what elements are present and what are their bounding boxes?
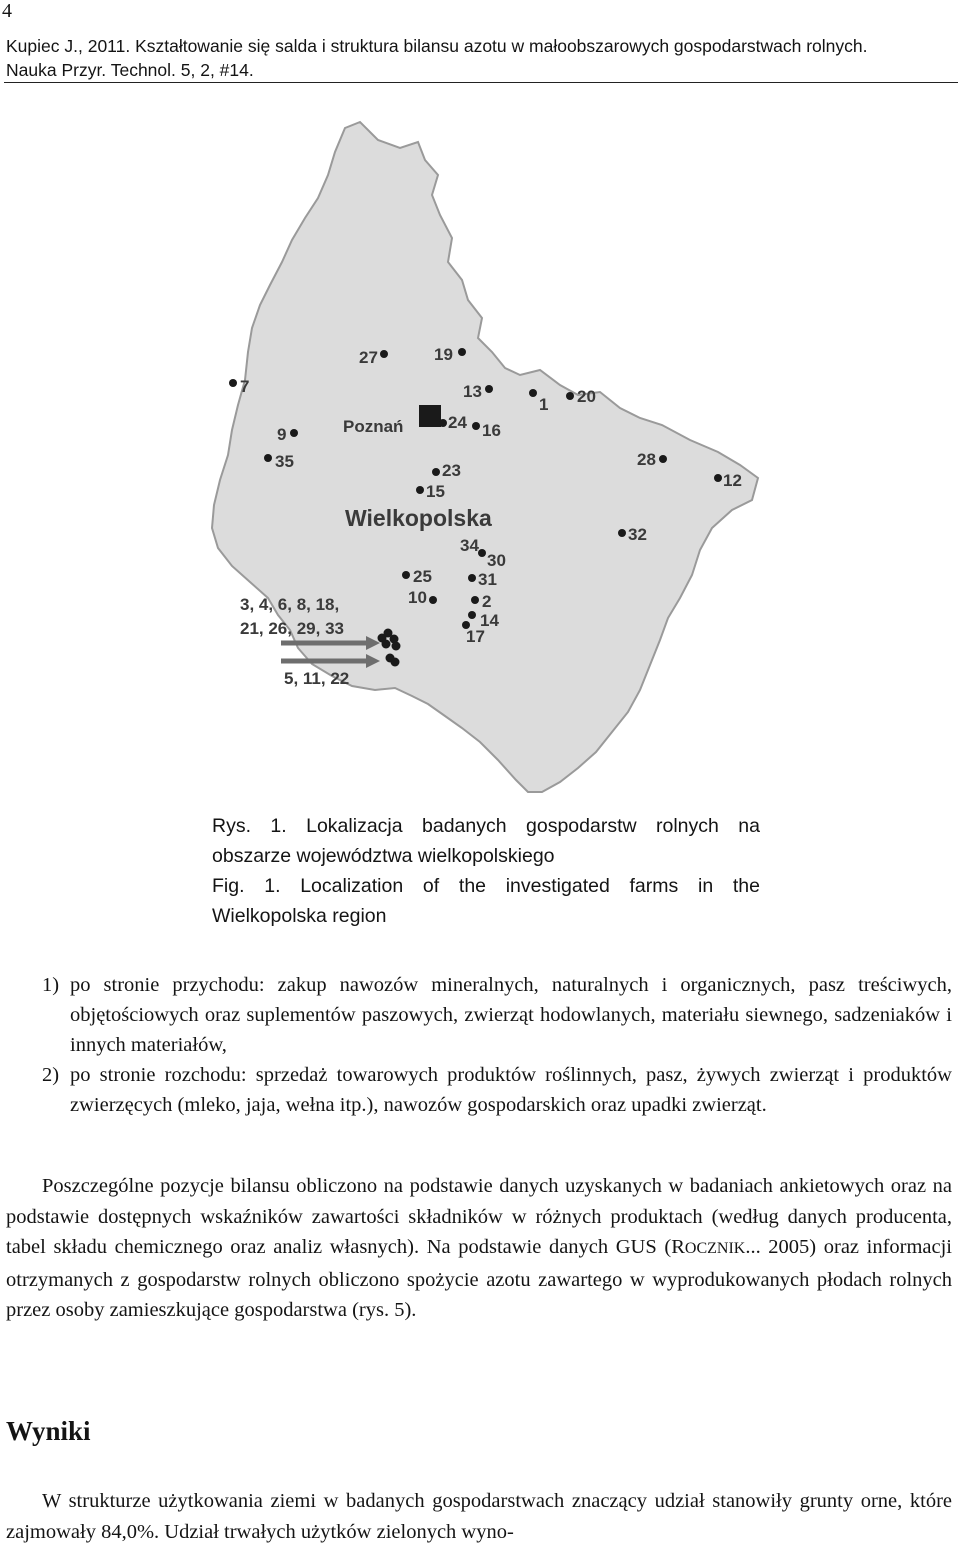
farm-point <box>472 422 480 430</box>
farm-label: 27 <box>359 348 378 367</box>
farm-label: 16 <box>482 421 501 440</box>
list-number: 1) <box>42 974 60 996</box>
body-paragraph <box>6 1171 952 1326</box>
farm-label: 25 <box>413 567 432 586</box>
section-heading: Wyniki <box>6 1416 91 1446</box>
farm-point <box>429 596 437 604</box>
citation-header <box>6 34 956 82</box>
farm-point <box>380 350 388 358</box>
farm-point <box>416 486 424 494</box>
paragraph-text: ... 2005) oraz informacji otrzymanych z gospodarstw rolnych obliczono spożycie azotu zawartego w wyprodukowanych płodach rolnych przez osoby zamieszkujące gospodarstwa (rys. 5). <box>6 1236 953 1322</box>
list-text: po stronie rozchodu: sprzedaż towarowych produktów roślinnych, pasz, żywych zwierząt i produktów zwierzęcych (mleko, jaja, wełna itp.), nawozów gospodarskich oraz upadki zwierząt. <box>70 1064 952 1116</box>
poznan-city-marker <box>419 405 441 427</box>
balance-items-list <box>42 970 952 1120</box>
farm-label: 13 <box>463 382 482 401</box>
farm-point <box>439 419 447 427</box>
farm-label: 9 <box>277 425 287 444</box>
list-text: po stronie przychodu: zakup nawozów mineralnych, naturalnych i organicznych, pasz treściwych, objętościowych oraz suplementów paszowych, zwierząt hodowlanych, materiału siewnego, sadzeniaków i innych materiałów, <box>70 974 952 1056</box>
farm-label: 17 <box>466 627 485 646</box>
farm-point <box>468 611 476 619</box>
list-item <box>42 1060 952 1120</box>
farm-label: 32 <box>628 525 647 544</box>
source-citation-smallcaps: OCZNIK <box>684 1240 746 1258</box>
figure-caption <box>212 811 760 931</box>
list-item <box>42 970 952 1060</box>
farm-cluster-point <box>392 642 401 651</box>
farm-label: 24 <box>448 413 467 432</box>
farm-point <box>264 454 272 462</box>
group-label: 3, 4, 6, 8, 18, <box>240 595 340 614</box>
farm-label: 34 <box>460 536 479 555</box>
group-label: 5, 11, 22 <box>284 669 350 688</box>
caption-line: Wielkopolska region <box>212 905 387 927</box>
farm-point <box>529 389 537 397</box>
farm-point <box>659 455 667 463</box>
body-paragraph: W strukturze użytkowania ziemi w badanych gospodarstwach znaczący udział stanowiły grunty orne, które zajmowały 84,0%. Udział trwałych użytków zielonych wyno- <box>6 1490 952 1543</box>
farm-label: 35 <box>275 452 294 471</box>
citation-line: Kupiec J., 2011. Kształtowanie się salda i struktura bilansu azotu w małoobszarowych gospodarstwach rolnych. <box>6 36 868 56</box>
caption-line: obszarze województwa wielkopolskiego <box>212 845 555 867</box>
paragraph-text: Poszczególne pozycje bilansu obliczono na podstawie danych uzyskanych w badaniach ankietowych oraz na podstawie dostępnych wskaźników zawartości składników w różnych produktach (według danych producenta, tabel składu chemicznego oraz analiz własnych). Na podstawie danych GUS ( <box>6 1175 952 1259</box>
farm-label: 23 <box>442 461 461 480</box>
farm-cluster-point <box>382 640 391 649</box>
farm-label: 1 <box>539 395 549 414</box>
farm-cluster-point <box>391 658 400 667</box>
farm-point <box>468 574 476 582</box>
farm-point <box>485 385 493 393</box>
group-label: 21, 26, 29, 33 <box>240 619 344 638</box>
farm-point <box>402 571 410 579</box>
farm-point <box>458 348 466 356</box>
region-label: Wielkopolska <box>345 505 492 531</box>
farm-point <box>229 379 237 387</box>
city-label: Poznań <box>343 417 404 436</box>
list-number: 2) <box>42 1064 60 1086</box>
header-divider <box>4 82 958 83</box>
farm-label: 14 <box>480 611 499 630</box>
farm-label: 15 <box>426 482 445 501</box>
farm-point <box>432 468 440 476</box>
caption-line: Rys. 1. Lokalizacja badanych gospodarstw rolnych na <box>212 815 760 837</box>
farm-label: 12 <box>723 471 742 490</box>
caption-line: Fig. 1. Localization of the investigated farms in the <box>212 875 760 897</box>
farm-point <box>714 474 722 482</box>
farm-point <box>566 392 574 400</box>
wielkopolska-map <box>200 118 770 798</box>
farm-label: 7 <box>240 377 250 396</box>
farm-label: 20 <box>577 387 596 406</box>
farm-point <box>478 549 486 557</box>
farm-point <box>471 596 479 604</box>
farm-label: 30 <box>487 551 506 570</box>
source-citation-initial: R <box>671 1236 685 1259</box>
page-number: 4 <box>2 0 12 22</box>
farm-label: 2 <box>482 592 492 611</box>
farm-label: 10 <box>408 588 427 607</box>
farm-point <box>290 429 298 437</box>
citation-line: Nauka Przyr. Technol. 5, 2, #14. <box>6 60 254 80</box>
farm-label: 19 <box>434 345 453 364</box>
farm-label: 31 <box>478 570 497 589</box>
farm-point <box>618 529 626 537</box>
farm-label: 28 <box>637 450 656 469</box>
